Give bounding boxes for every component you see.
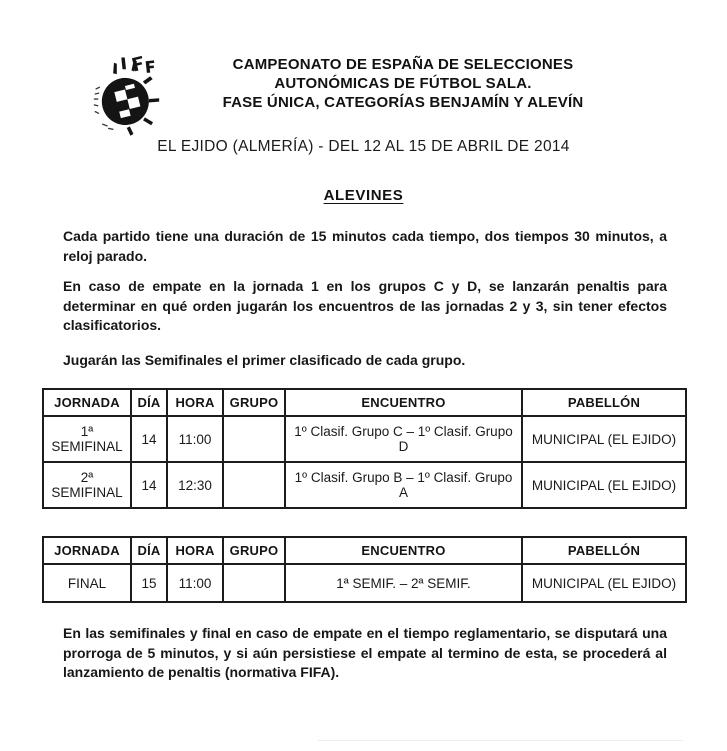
table-cell: 11:00 <box>167 564 223 602</box>
table-header-row <box>43 389 686 416</box>
paragraph-overtime-rule: En las semifinales y final en caso de empate en el tiempo reglamentario, se disputará una prorroga de 5 minutos, y si aún persistiese el empate al termino de esta, se procederá al lanzamiento de penaltis (normativa FIFA). <box>63 625 667 680</box>
table-cell <box>223 416 285 462</box>
paragraph-tiebreak-rule: En caso de empate en la jornada 1 en los grupos C y D, se lanzarán penaltis para determinar en qué orden jugarán los encuentros de las jornadas 2 y 3, sin tener efectos clasificatorios. <box>63 278 667 333</box>
table-cell <box>223 462 285 508</box>
table-cell: 12:30 <box>167 462 223 508</box>
table-cell <box>223 564 285 602</box>
event-location-date: EL EJIDO (ALMERÍA) - DEL 12 AL 15 DE ABRIL DE 2014 <box>157 138 570 155</box>
table-cell: FINAL <box>43 564 131 602</box>
column-header: ENCUENTRO <box>285 389 522 416</box>
table-cell: MUNICIPAL (EL EJIDO) <box>522 564 686 602</box>
title-line-3: FASE ÚNICA, CATEGORÍAS BENJAMÍN Y ALEVÍN <box>222 94 584 111</box>
table-cell: MUNICIPAL (EL EJIDO) <box>522 416 686 462</box>
column-header: JORNADA <box>43 537 131 564</box>
table-cell: 14 <box>131 416 167 462</box>
semifinals-table <box>42 388 687 509</box>
table-header-row <box>43 537 686 564</box>
paragraph-semifinal-qualification: Jugarán las Semifinales el primer clasificado de cada grupo. <box>63 351 466 368</box>
table-cell: 1º Clasif. Grupo C – 1º Clasif. Grupo D <box>285 416 522 462</box>
table-row <box>43 564 686 602</box>
document-header <box>0 0 727 112</box>
table-cell: MUNICIPAL (EL EJIDO) <box>522 462 686 508</box>
column-header: ENCUENTRO <box>285 537 522 564</box>
title-line-2: AUTONÓMICAS DE FÚTBOL SALA. <box>274 75 532 92</box>
federation-crest-logo <box>86 50 170 138</box>
column-header: GRUPO <box>223 537 285 564</box>
column-header: HORA <box>167 389 223 416</box>
table-cell: 1ª SEMIF. – 2ª SEMIF. <box>285 564 522 602</box>
section-heading-alevines: ALEVINES <box>323 187 404 204</box>
document-title <box>172 55 634 112</box>
final-table <box>42 536 687 603</box>
column-header: HORA <box>167 537 223 564</box>
table-cell: 15 <box>131 564 167 602</box>
table-cell: 1ª SEMIFINAL <box>43 416 131 462</box>
table-cell: 11:00 <box>167 416 223 462</box>
column-header: JORNADA <box>43 389 131 416</box>
federation-crest-icon <box>86 50 170 138</box>
scan-artifact-line <box>318 740 683 741</box>
title-line-1: CAMPEONATO DE ESPAÑA DE SELECCIONES <box>232 56 574 73</box>
table-cell: 14 <box>131 462 167 508</box>
table-cell: 1º Clasif. Grupo B – 1º Clasif. Grupo A <box>285 462 522 508</box>
paragraph-match-duration: Cada partido tiene una duración de 15 minutos cada tiempo, dos tiempos 30 minutos, a reloj parado. <box>63 228 667 264</box>
column-header: DÍA <box>131 389 167 416</box>
table-row <box>43 462 686 508</box>
column-header: DÍA <box>131 537 167 564</box>
table-cell: 2ª SEMIFINAL <box>43 462 131 508</box>
table-row <box>43 416 686 462</box>
column-header: PABELLÓN <box>522 537 686 564</box>
column-header: PABELLÓN <box>522 389 686 416</box>
column-header: GRUPO <box>223 389 285 416</box>
